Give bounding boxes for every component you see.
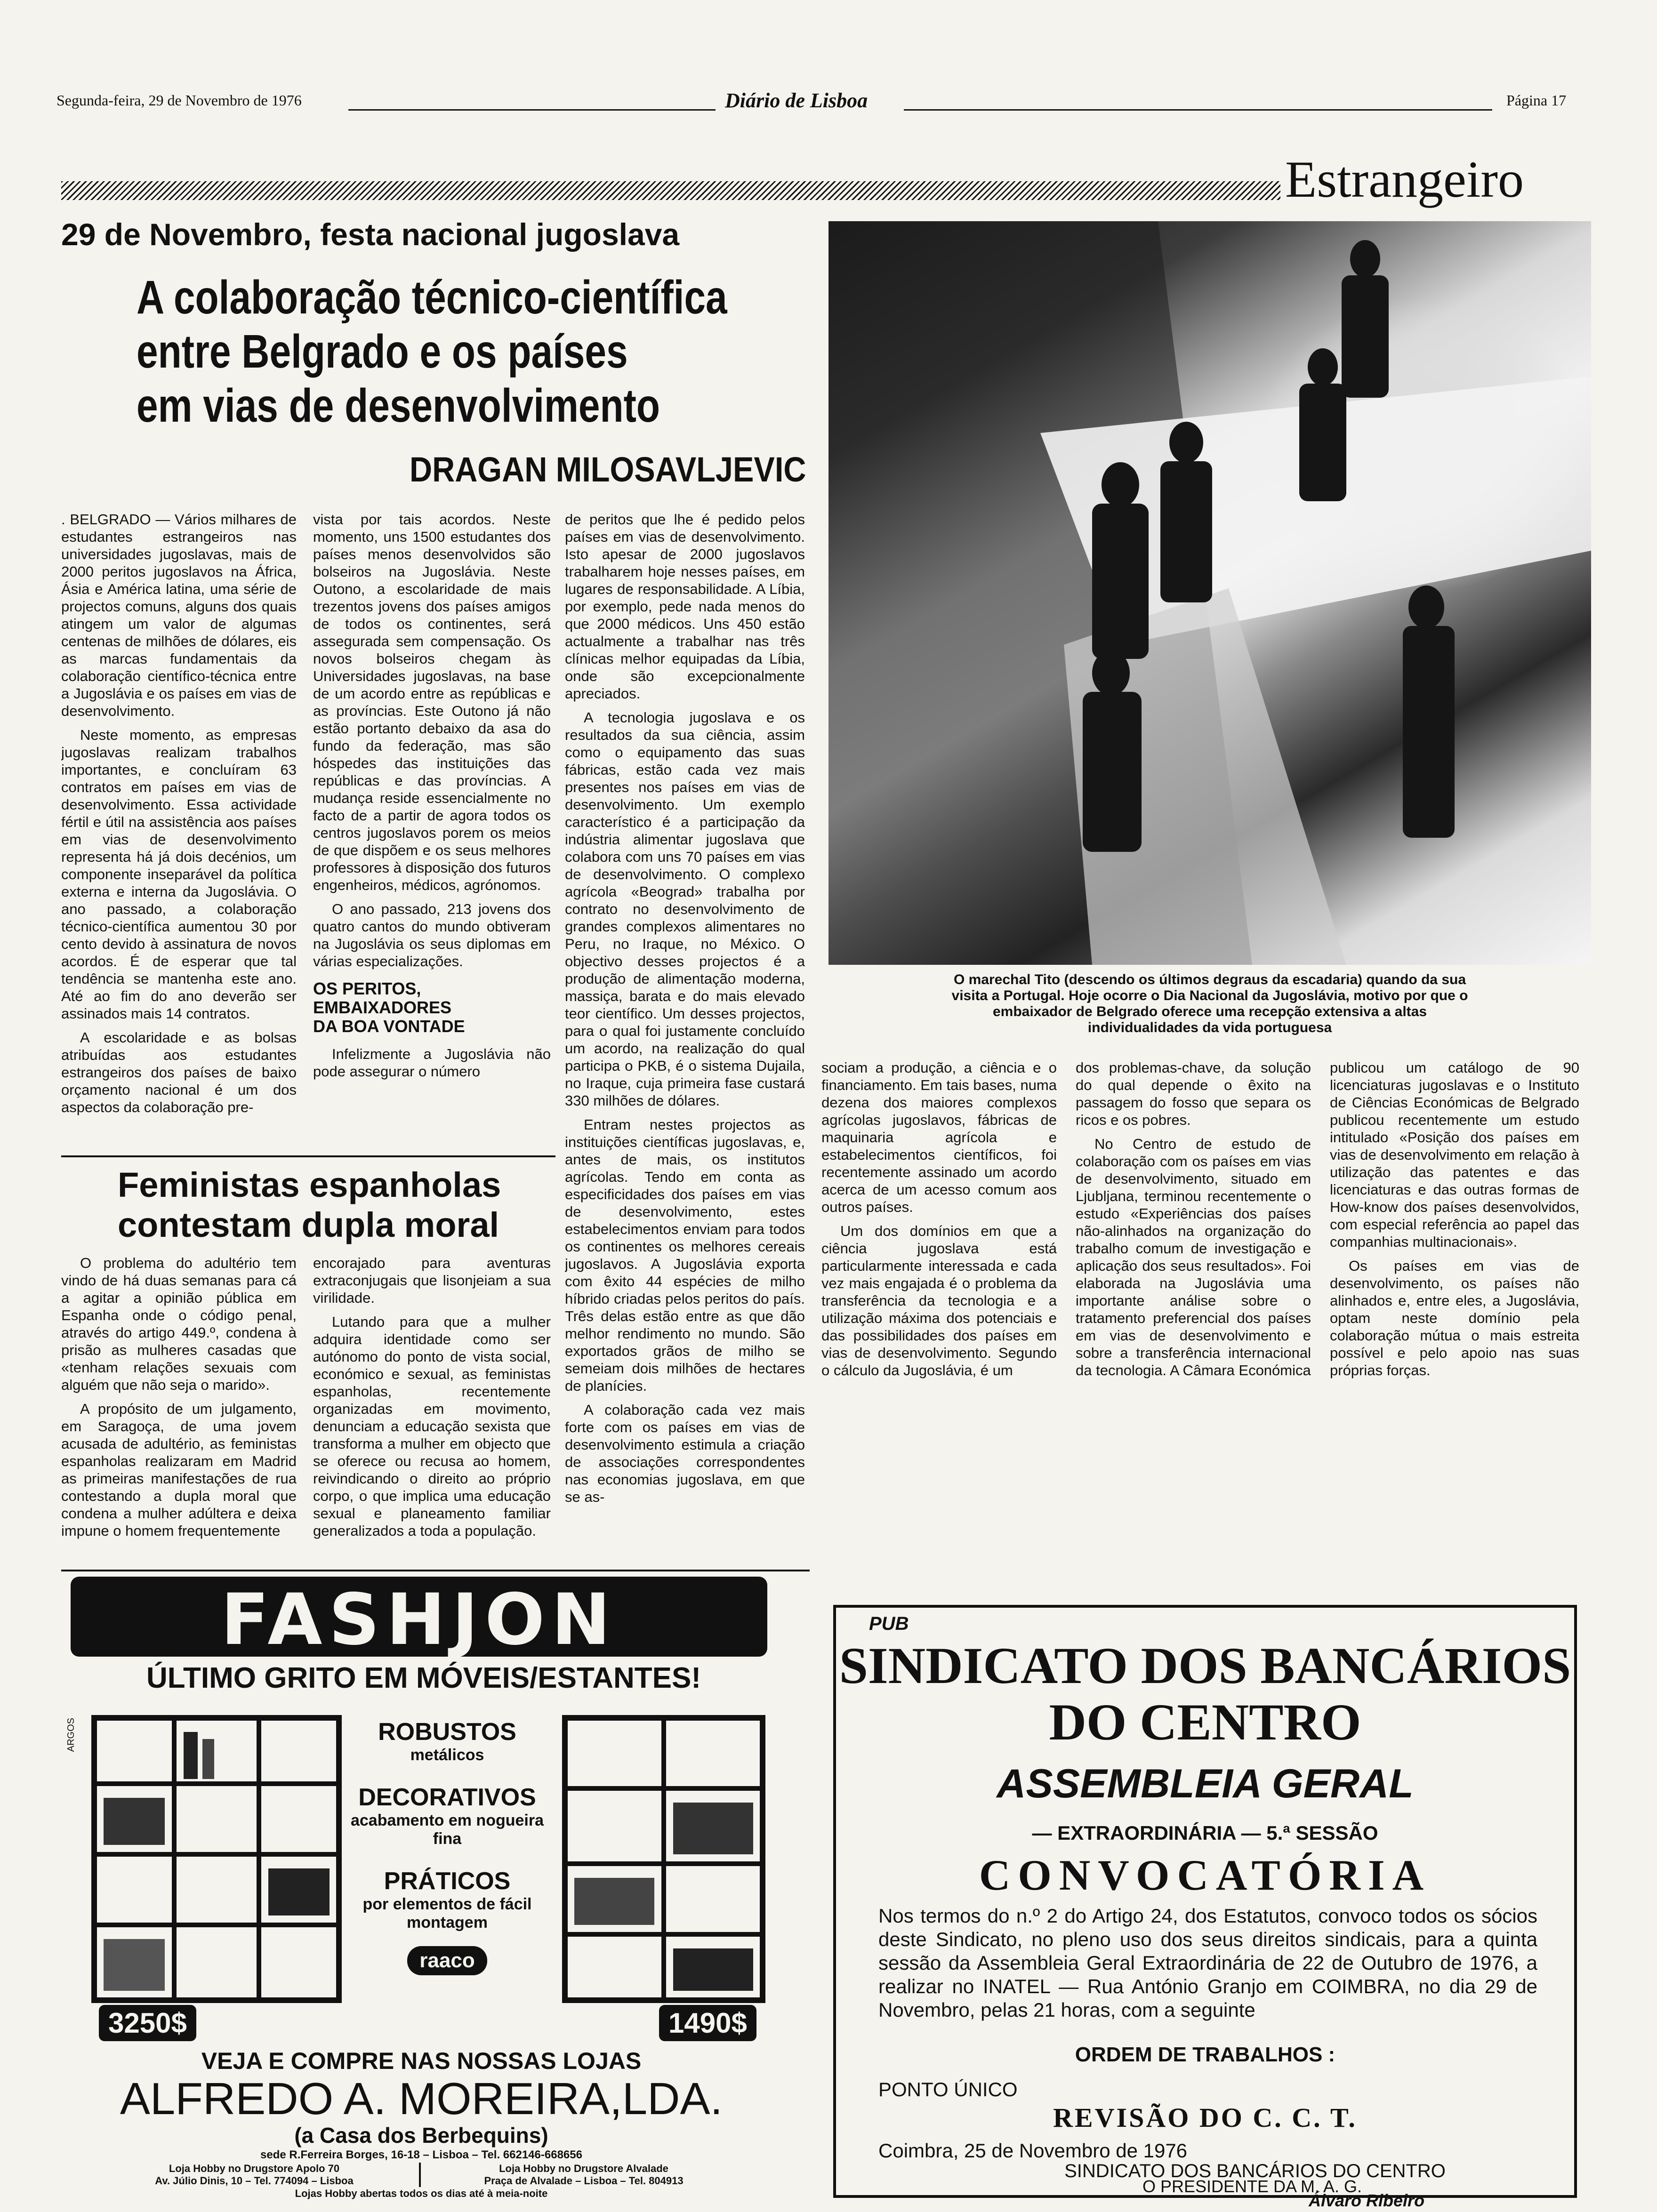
photo-caption: O marechal Tito (descendo os últimos degraus da escadaria) quando da sua visita a Portugal. Hoje ocorre o Dia Nacional da Jugoslávia, motivo por que o embaixador de Belgrado oferece uma recepção extensiva a altas individualidades da vida portuguesa — [951, 972, 1468, 1035]
article1-column-4 — [821, 1059, 1057, 1624]
article1-subhead — [313, 979, 551, 1036]
ad-union-title-line2: DO CENTRO — [1049, 1693, 1361, 1751]
article1-column-5 — [1076, 1059, 1311, 1624]
store1-line1: Loja Hobby no Drugstore Apolo 70 — [169, 2163, 340, 2174]
ad-fashion-slogan: ÚLTIMO GRITO EM MÓVEIS/ESTANTES! — [146, 1662, 701, 1694]
masthead-rule-left — [348, 109, 716, 111]
ad-union-signer-name: Álvaro Ribeiro — [1309, 2191, 1425, 2210]
feature-praticos-sub: por elementos de fácil montagem — [362, 1895, 532, 1931]
masthead-paper-name: Diário de Lisboa — [725, 89, 868, 112]
ad-union-point: PONTO ÚNICO — [878, 2078, 1018, 2100]
ad-union-assembly: ASSEMBLEIA GERAL — [997, 1761, 1414, 1806]
ad-fashion-sede: sede R.Ferreira Borges, 16-18 – Lisboa – Tel. 662146-668656 — [260, 2148, 582, 2161]
ad-union-date: Coimbra, 25 de Novembro de 1976 — [878, 2140, 1188, 2162]
masthead-page-number: Página 17 — [1506, 92, 1567, 109]
article1-column-2 — [313, 511, 551, 1122]
ad-fashion-features — [348, 1718, 546, 1975]
article1-column-1 — [61, 511, 297, 1122]
article1-col5-para: No Centro de estudo de colaboração com os países em vias de desenvolvimento, situado em Ljubljana, terminou recentemente o estudo «Experiências dos países não-alinhados na organização do trabalho comum de investigação e aplicação dos seus resultados». Foi elaborada na Jugoslávia uma importante análise sobre o tratamento preferencial dos países em vias de desenvolvimento e sobre a transferência internacional da tecnologia. A Câmara Económica — [1076, 1136, 1311, 1378]
feature-decorativos: DECORATIVOS — [358, 1784, 536, 1811]
ad-union-revision: REVISÃO DO C. C. T. — [1053, 2102, 1357, 2133]
photo-tito-staircase — [828, 221, 1591, 965]
article2-headline-line1: Feministas espanholas — [118, 1165, 501, 1204]
article2-bottom-rule — [61, 1570, 810, 1571]
article1-col1-para: A escolaridade e as bolsas atribuídas aos estudantes estrangeiros dos países de baixo orçamento nacional é um dos aspectos da colaboração pre- — [61, 1029, 297, 1115]
ad-fashion-raaco-logo: raaco — [407, 1946, 487, 1975]
masthead-rule-right — [904, 109, 1492, 111]
ad-fashion-price-1: 3250$ — [99, 2005, 196, 2041]
article1-col6-para: Os países em vias de desenvolvimento, os países não alinhados e, entre eles, a Jugoslávia, optam neste domínio pela colaboração mútua o mais estreita possível e pelo apoio nas suas próprias forças. — [1330, 1258, 1579, 1378]
article2-column-1 — [61, 1254, 297, 1560]
ad-fashion-company: ALFREDO A. MOREIRA,LDA. — [120, 2074, 723, 2124]
ad-union-title-line1: SINDICATO DOS BANCÁRIOS — [839, 1637, 1571, 1694]
section-title: Estrangeiro — [1285, 151, 1524, 208]
article1-col2-para: Infelizmente a Jugoslávia não pode assegurar o número — [313, 1046, 551, 1080]
ad-fashion-brand: FASHJON — [221, 1579, 617, 1661]
ad-fashion-brand-banner — [71, 1577, 767, 1661]
article1-headline-line3: em vias de desenvolvimento — [137, 379, 660, 432]
article1-col1-para: . BELGRADO — Vários milhares de estudantes estrangeiros nas universidades jugoslavas, mais de 2000 peritos jugoslavos na África, Ásia e América latina, uma série de projectos comuns, alguns dos quais atingem um valor de algumas centenas de milhões de dólares, eis as marcas fundamentais da colaboração científico-técnica entre a Jugoslávia e os países em vias de desenvolvimento. — [61, 511, 297, 719]
article1-subhead-line2: EMBAIXADORES — [313, 998, 452, 1017]
shelf-unit-right-illustration — [560, 1713, 767, 2005]
ad-fashion-price-2: 1490$ — [659, 2005, 756, 2041]
article1-headline-line2: entre Belgrado e os países — [137, 325, 628, 378]
feature-robustos: ROBUSTOS — [378, 1718, 516, 1746]
ad-union — [833, 1605, 1577, 2198]
ad-fashion — [61, 1577, 781, 2198]
article1-byline: DRAGAN MILOSAVLJEVIC — [410, 450, 806, 489]
ad-fashion-side-label: ARGOS — [66, 1718, 76, 1752]
article1-col2-para: vista por tais acordos. Neste momento, uns 1500 estudantes dos países menos desenvolvidos são bolseiros na Jugoslávia. Neste Outono, a escolaridade de mais trezentos jovens dos países amigos de todos os continentes, será assegurada sem compensação. Os novos bolseiros chegam às Universidades jugoslavas, na base de um acordo entre as repúblicas e as províncias. Este Outono já não estão portanto debaixo da asa do fundo da federação, mas são hóspedes das instituições das repúblicas e das províncias. A mudança reside essencialmente no facto de a partir de agora todos os centros jugoslavos porem os meios de que dispõem e os seus melhores professores à disposição dos futuros engenheiros, médicos, agrónomos. — [313, 511, 551, 893]
feature-praticos: PRÁTICOS — [384, 1867, 511, 1895]
article1-col3-para: A colaboração cada vez mais forte com os países em vias de desenvolvimento estimula a criação de associações correspondentes nas economias jugoslava, em que se as- — [565, 1402, 805, 1505]
ad-union-sig-line2: O PRESIDENTE DA M. A. G. — [1142, 2177, 1362, 2196]
article1-col5-para: dos problemas-chave, da solução do qual depende o êxito na passagem do fosso que separa os ricos e os pobres. — [1076, 1059, 1311, 1128]
ad-union-sig-line1: SINDICATO DOS BANCÁRIOS DO CENTRO — [1064, 2161, 1446, 2181]
article1-col4-para: Um dos domínios em que a ciência jugoslava está particularmente interessada e cada vez mais engajada é o problema da transferência da tecnologia e a utilização máxima dos potenciais e das possibilidades dos países em vias de desenvolvimento. Segundo o cálculo da Jugoslávia, é um — [821, 1223, 1057, 1378]
feature-robustos-sub: metálicos — [410, 1746, 484, 1764]
article1-headline-line1: A colaboração técnico-científica — [137, 271, 727, 324]
article2-col1-para: A propósito de um julgamento, em Saragoça, de uma jovem acusada de adultério, as feministas espanholas realizaram em Madrid as primeiras manifestações de rua contestando a dupla moral que condena a mulher adúltera e deixa impune o homem frequentemente — [61, 1401, 297, 1539]
ad-fashion-store-2 — [438, 2163, 730, 2187]
article2-headline-line2: contestam dupla moral — [118, 1205, 499, 1244]
article2-col1-para: O problema do adultério tem vindo de há duas semanas para cá a agitar a opinião pública em Espanha onde o código penal, através do artigo 449.º, condena à prisão as mulheres casadas que «tenham relações sexuais com alguém que não seja o marido». — [61, 1255, 297, 1393]
feature-decorativos-sub: acabamento em nogueira fina — [350, 1811, 544, 1848]
article1-col3-para: Entram nestes projectos as instituições científicas jugoslavas, e, antes de mais, os institutos agrícolas. Tendo em conta as especificidades dos países em vias de desenvolvimento, estes estabelecimentos enviam para todos os continentes os melhores cereais jugoslavos. A Jugoslávia exporta com êxito 44 espécies de milho híbrido criadas pelos peritos do país. Três delas estão entre as que dão melhor rendimento no mundo. São exportados grãos de milho se semeiam dois milhões de hectares de planícies. — [565, 1116, 805, 1394]
article1-col3-para: A tecnologia jugoslava e os resultados da sua ciência, assim como o equipamento das suas fábricas, estão cada vez mais presentes nos países em vias de desenvolvimento. Um exemplo característico é a participação da indústria alimentar jugoslava que colabora com uns 70 países em vias de desenvolvimento. O complexo agrícola «Beograd» trabalha por contrato no desenvolvimento de grandes complexos alimentares no Peru, no Iraque, no México. O objectivo desses projectos é a produção de alimentação moderna, massiça, barata e do mais elevado teor científico. Um desses projectos, para o qual foi justamente concluído um acordo, na realização do qual participa o PKB, é o sistema Dujaila, no Iraque, cuja primeira fase custará 330 milhões de dólares. — [565, 709, 805, 1109]
ad-fashion-company-sub: (a Casa dos Berbequins) — [294, 2123, 548, 2148]
ad-fashion-store-divider — [419, 2163, 421, 2187]
ad-union-session: — EXTRAORDINÁRIA — 5.ª SESSÃO — [1032, 1822, 1378, 1844]
article2-col2-para: Lutando para que a mulher adquira identidade como ser autónomo do ponto de vista social, económico e sexual, as feministas espanholas, recentemente organizadas em movimento, denunciam a educação sexista que transforma a mulher em objecto que se oferece ou recusa ao homem, reivindicando o direito ao próprio corpo, o que implica uma educação sexual e planeamento familiar generalizados a toda a população. — [313, 1314, 551, 1539]
shelf-unit-left-illustration — [89, 1713, 344, 2005]
article1-subhead-line1: OS PERITOS, — [313, 979, 421, 998]
store2-line2: Praça de Alvalade – Lisboa – Tel. 804913 — [484, 2175, 684, 2187]
article1-col2-para: O ano passado, 213 jovens dos quatro cantos do mundo obtiveram na Jugoslávia os seus diplomas em várias especializações. — [313, 901, 551, 970]
section-banner-hatch — [61, 181, 1280, 200]
article1-col6-para: publicou um catálogo de 90 licenciaturas jugoslavas e o Instituto de Ciências Económicas de Belgrado publicou recentemente um estudo intitulado «Posição dos países em vias de desenvolvimento em relação à utilização das patentes e das licenciaturas e das outras formas de How-know dos países desenvolvidos, com especial referência ao papel das companhias multinacionais». — [1330, 1059, 1579, 1250]
masthead-date: Segunda-feira, 29 de Novembro de 1976 — [56, 92, 302, 109]
photo-figures-illustration — [828, 221, 1591, 965]
article1-subhead-line3: DA BOA VONTADE — [313, 1017, 465, 1036]
ad-fashion-hours: Lojas Hobby abertas todos os dias até à meia-noite — [295, 2188, 548, 2199]
article1-col4-para: sociam a produção, a ciência e o financiamento. Em tais bases, numa dezena dos maiores complexos agrícolas jugoslavos, fábricas de maquinaria agrícola e estabelecimentos científicos, foi recentemente assinado um acordo acerca de um acesso comum aos outros países. — [821, 1059, 1057, 1215]
ad-union-pub-label: PUB — [869, 1613, 909, 1634]
article2-top-rule — [61, 1155, 555, 1157]
store1-line2: Av. Júlio Dinis, 10 – Tel. 774094 – Lisboa — [155, 2175, 354, 2187]
ad-union-convocatoria: CONVOCATÓRIA — [979, 1851, 1432, 1899]
ad-fashion-store-1 — [108, 2163, 400, 2187]
article1-col3-para: de peritos que lhe é pedido pelos países em vias de desenvolvimento. Isto apesar de 2000 jugoslavos trabalharem hoje nesses países, em lugares de responsabilidade. A Líbia, por exemplo, pede nada menos do que 2000 médicos. Uns 450 estão actualmente a trabalhar nas três clínicas melhor equipadas da Líbia, onde são excepcionalmente apreciados. — [565, 511, 805, 702]
store2-line1: Loja Hobby no Drugstore Alvalade — [499, 2163, 668, 2174]
article1-kicker: 29 de Novembro, festa nacional jugoslava — [61, 217, 680, 252]
article2-column-2 — [313, 1254, 551, 1560]
ad-union-order: ORDEM DE TRABALHOS : — [1075, 2043, 1335, 2066]
article1-column-6 — [1330, 1059, 1579, 1624]
article2-col2-para: encorajado para aventuras extraconjugais que lisonjeiam a sua virilidade. — [313, 1255, 551, 1306]
ad-union-body: Nos termos do n.º 2 do Artigo 24, dos Estatutos, convoco todos os sócios deste Sindicato, no pleno uso dos seus direitos sindicais, para a quinta sessão da Assembleia Geral Extraordinária de 22 de Outubro de 1976, a realizar no INATEL — Rua António Granjo em COIMBRA, no dia 29 de Novembro, pelas 21 horas, com a seguinte — [878, 1905, 1537, 2021]
article1-col1-para: Neste momento, as empresas jugoslavas realizam trabalhos importantes, e concluíram 63 contratos em países em vias de desenvolvimento. Essa actividade fértil e útil na assistência aos países em vias de desenvolvimento representa há já dois decénios, um componente inseparável da política externa e interna da Jugoslávia. O ano passado, a colaboração técnico-científica aumentou 30 por cento devido à assinatura de novos acordos. É de esperar que tal tendência se mantenha este ano. Até ao fim do ano deverão ser assinados mais 14 contratos. — [61, 727, 297, 1022]
ad-fashion-cta: VEJA E COMPRE NAS NOSSAS LOJAS — [201, 2048, 642, 2074]
